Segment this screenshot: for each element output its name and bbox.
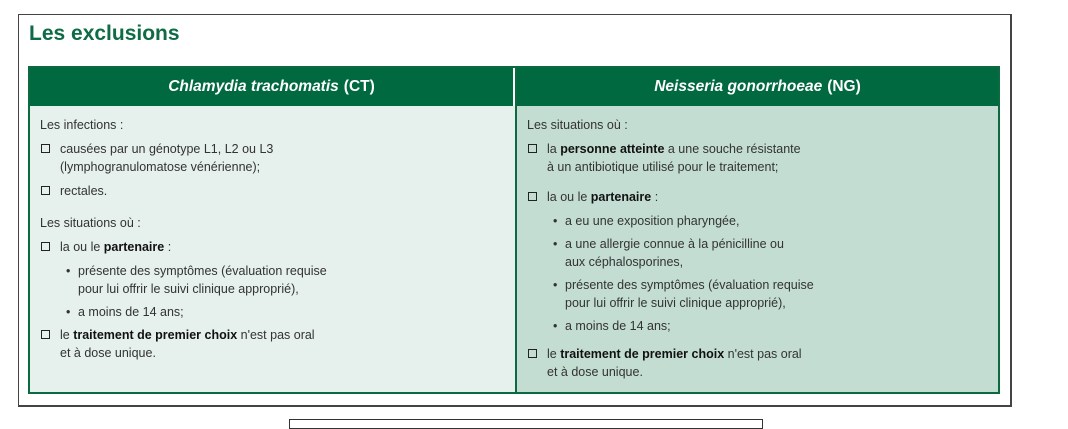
checklist-item[interactable] [527, 345, 998, 381]
item-text: et à dose unique. [547, 365, 643, 379]
bullet-item [527, 317, 998, 335]
checklist-item[interactable] [40, 326, 515, 362]
item-text: causées par un génotype L1, L2 ou L3 [60, 142, 274, 156]
bullet-icon: • [553, 237, 558, 251]
situations-label: Les situations où : [40, 216, 141, 230]
item-text: a une souche résistante [664, 142, 801, 156]
item-text: la ou le [60, 240, 104, 254]
next-panel-edge [289, 419, 763, 429]
bullet-icon: • [66, 305, 71, 319]
item-text: n'est pas oral [724, 347, 802, 361]
ng-header [517, 68, 998, 106]
item-text: aux céphalosporines, [565, 255, 684, 269]
checklist-item[interactable] [40, 140, 515, 176]
checklist-item[interactable] [40, 238, 515, 256]
bullet-item [527, 212, 998, 230]
item-text: la [547, 142, 561, 156]
item-bold: traitement de premier choix [560, 347, 725, 361]
item-text: n'est pas oral [237, 328, 315, 342]
item-text: a eu une exposition pharyngée, [565, 214, 740, 228]
checkbox-icon[interactable] [528, 192, 537, 201]
bullet-icon: • [553, 278, 558, 292]
ct-header [30, 68, 515, 106]
bullet-icon: • [66, 264, 71, 278]
bullet-item [527, 235, 998, 271]
item-text: : [651, 190, 659, 204]
item-text: le [60, 328, 74, 342]
item-text: (lymphogranulomatose vénérienne); [60, 160, 261, 174]
checklist-item[interactable] [527, 188, 998, 206]
item-bold: partenaire [590, 190, 652, 204]
ng-header-name: Neisseria gonorrhoeae [654, 78, 823, 95]
checkbox-icon[interactable] [41, 186, 50, 195]
bullet-item [527, 276, 998, 312]
bullet-item [40, 262, 515, 298]
item-text: a une allergie connue à la pénicilline ou [565, 237, 784, 251]
page-title: Les exclusions [29, 22, 180, 45]
ct-header-abbr: (CT) [343, 78, 375, 95]
ng-column [517, 68, 998, 392]
item-bold: personne atteinte [560, 142, 665, 156]
ng-header-abbr: (NG) [827, 78, 861, 95]
checklist-item[interactable] [527, 140, 998, 176]
checkbox-icon[interactable] [528, 349, 537, 358]
checkbox-icon[interactable] [41, 144, 50, 153]
item-text: rectales. [60, 184, 108, 198]
ct-header-name: Chlamydia trachomatis [168, 78, 339, 95]
item-text: présente des symptômes (évaluation requise [78, 264, 327, 278]
exclusions-table [28, 66, 1000, 394]
item-text: présente des symptômes (évaluation requise [565, 278, 814, 292]
situations-label: Les situations où : [527, 118, 628, 132]
item-text: la ou le [547, 190, 591, 204]
item-bold: partenaire [103, 240, 165, 254]
bullet-icon: • [553, 214, 558, 228]
item-text: a moins de 14 ans; [565, 319, 671, 333]
checkbox-icon[interactable] [41, 330, 50, 339]
checklist-item[interactable] [40, 182, 515, 200]
bullet-item [40, 303, 515, 321]
checkbox-icon[interactable] [528, 144, 537, 153]
infections-label: Les infections : [40, 118, 124, 132]
item-text: le [547, 347, 561, 361]
item-text: pour lui offrir le suivi clinique approprié), [78, 282, 299, 296]
bullet-icon: • [553, 319, 558, 333]
item-text: : [164, 240, 172, 254]
item-text: à un antibiotique utilisé pour le traitement; [547, 160, 779, 174]
item-text: pour lui offrir le suivi clinique approprié), [565, 296, 786, 310]
item-text: a moins de 14 ans; [78, 305, 184, 319]
checkbox-icon[interactable] [41, 242, 50, 251]
ct-column [30, 68, 517, 392]
item-text: et à dose unique. [60, 346, 156, 360]
item-bold: traitement de premier choix [73, 328, 238, 342]
